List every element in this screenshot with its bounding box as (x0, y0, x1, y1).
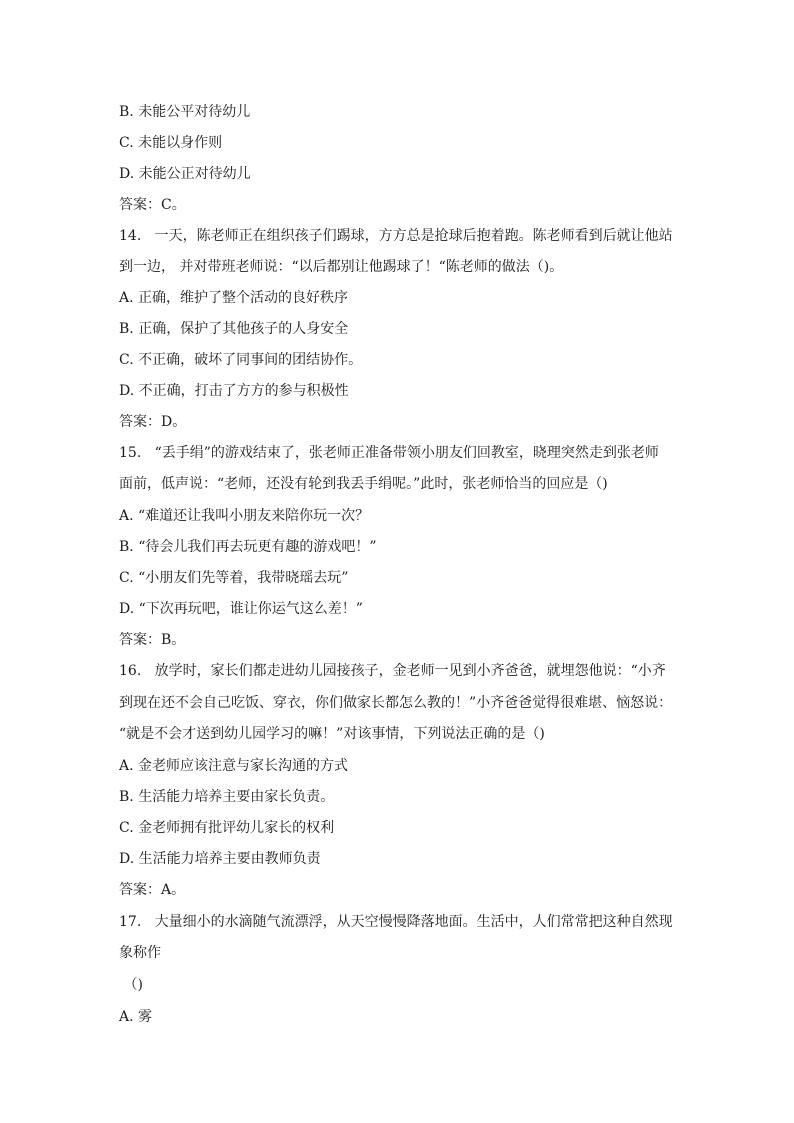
q13-option-b: B. 未能公平对待幼儿 (119, 104, 251, 120)
q17-stem-line2: 象称作 (119, 945, 161, 961)
q15-option-d: D. “下次再玩吧，谁让你运气这么差！” (119, 601, 363, 617)
q17-stem-line1: 17. 大量细小的水滴随气流漂浮，从天空慢慢降落地面。生活中，人们常常把这种自然现 (119, 914, 673, 930)
q15-option-a: A. “难道还让我叫小朋友来陪你玩一次？ (119, 508, 370, 524)
q13-option-c: C. 未能以身作则 (119, 135, 223, 151)
q16-stem-line3: “就是不会才送到幼儿园学习的嘛！”对该事情，下列说法正确的是（) (119, 726, 545, 742)
q16-stem-line1: 16. 放学时，家长们都走进幼儿园接孩子，金老师一见到小齐爸爸，就埋怨他说：“小齐 (119, 663, 666, 679)
q17-option-a: A. 雾 (119, 1009, 153, 1025)
q16-option-d: D. 生活能力培养主要由教师负责 (119, 851, 321, 867)
q16-option-a: A. 金老师应该注意与家长沟通的方式 (119, 758, 349, 774)
q16-stem-line2: 到现在还不会自己吃饭、穿衣，你们做家长都怎么教的！”小齐爸爸觉得很难堪、恼怒说： (119, 695, 673, 711)
q14-option-b: B. 正确，保护了其他孩子的人身安全 (119, 321, 349, 337)
q13-option-d: D. 未能公正对待幼儿 (119, 166, 251, 182)
q16-option-b: B. 生活能力培养主要由家长负责。 (119, 789, 335, 805)
q14-stem-line2: 到一边， 并对带班老师说：“以后都别让他踢球了！“陈老师的做法（)。 (119, 259, 564, 275)
q17-stem-line3: （) (119, 977, 143, 993)
q13-answer: 答案：C。 (119, 197, 186, 213)
q15-stem-line2: 面前，低声说：“老师，还没有轮到我丢手绢呢。”此时，张老师恰当的回应是（) (119, 476, 608, 492)
q15-option-c: C. “小朋友们先等着，我带晓瑶去玩” (119, 570, 349, 586)
q14-option-a: A. 正确，维护了整个活动的良好秩序 (119, 290, 349, 306)
q15-option-b: B. “待会儿我们再去玩更有趣的游戏吧！” (119, 539, 377, 555)
q14-option-c: C. 不正确，破坏了同事间的团结协作。 (119, 352, 363, 368)
q15-answer: 答案：B。 (119, 632, 186, 648)
q14-option-d: D. 不正确，打击了方方的参与积极性 (119, 383, 349, 399)
q14-answer: 答案：D。 (119, 414, 187, 430)
q16-option-c: C. 金老师拥有批评幼儿家长的权利 (119, 820, 335, 836)
q14-stem-line1: 14. 一天，陈老师正在组织孩子们踢球，方方总是抢球后抱着跑。陈老师看到后就让他站 (119, 228, 673, 244)
q15-stem-line1: 15. “丢手绢”的游戏结束了，张老师正准备带领小朋友们回教室，晓理突然走到张老师 (119, 445, 659, 461)
q16-answer: 答案：A。 (119, 882, 186, 898)
